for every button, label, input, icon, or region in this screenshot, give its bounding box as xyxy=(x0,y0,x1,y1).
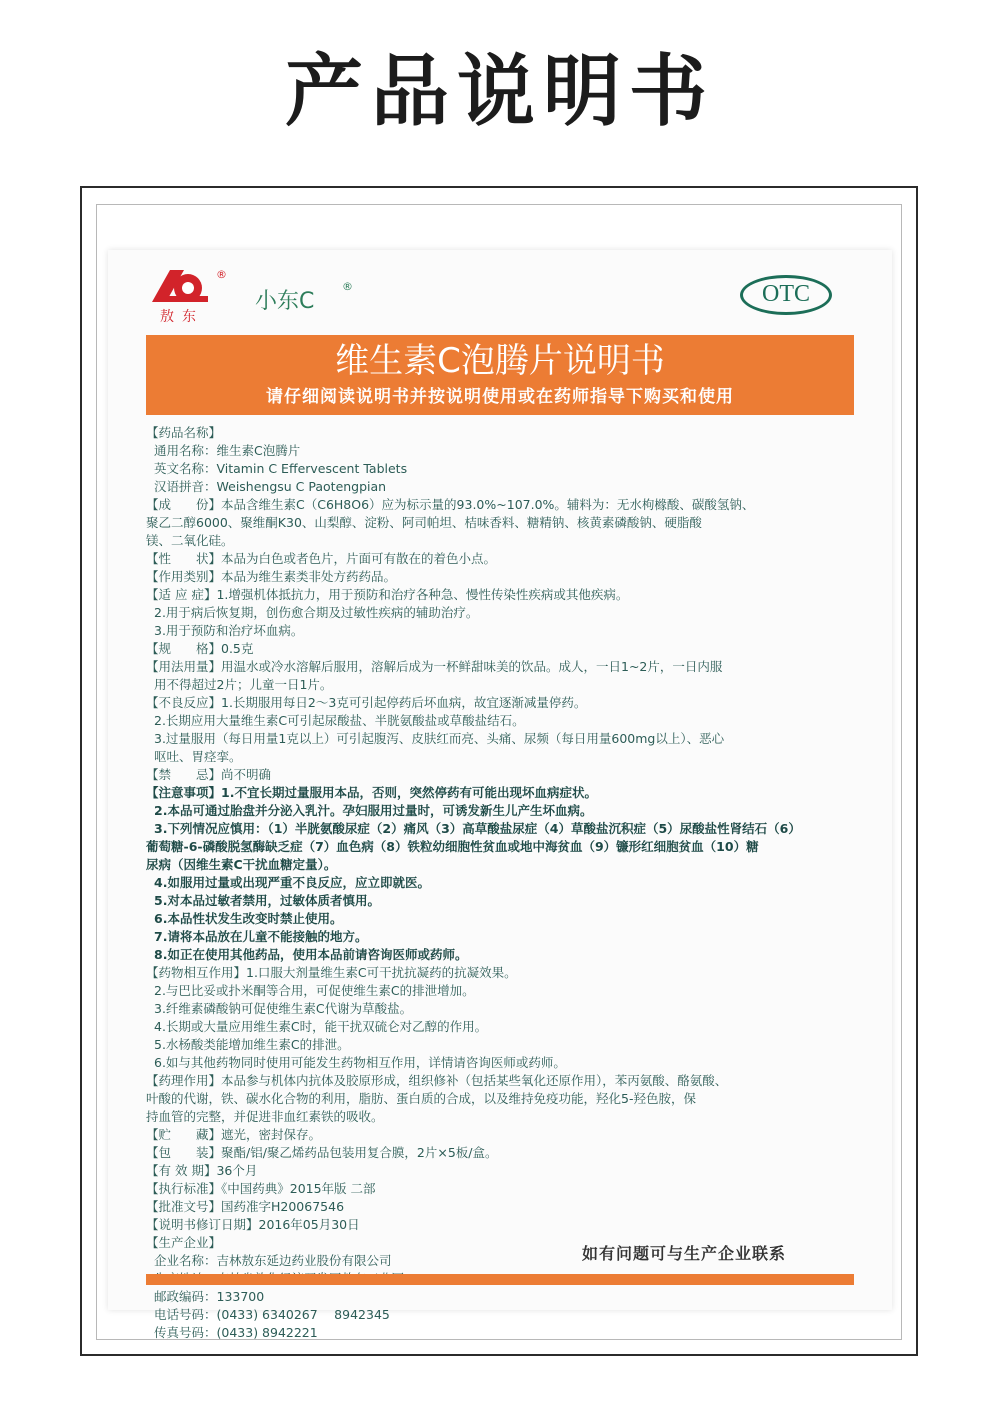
line-interactions-3: 3.纤维素磷酸钠可促使维生素C代谢为草酸盐。 xyxy=(154,1001,413,1016)
line-adverse-4: 呕吐、胃痉挛。 xyxy=(154,749,242,764)
line-english-name: 英文名称：Vitamin C Effervescent Tablets xyxy=(154,461,408,476)
line-dosage-2: 用不得超过2片；儿童一日1片。 xyxy=(154,677,333,692)
line-precautions-6: 4.如服用过量或出现严重不良反应，应立即就医。 xyxy=(154,875,430,890)
line-precautions-8: 6.本品性状发生改变时禁止使用。 xyxy=(154,911,343,926)
line-precautions-7: 5.对本品过敏者禁用，过敏体质者慎用。 xyxy=(154,893,380,908)
line-indications: 【适 应 症】1.增强机体抵抗力，用于预防和治疗各种急、慢性传染性疾病或其他疾病。 xyxy=(146,587,629,602)
line-interactions: 【药物相互作用】1.口服大剂量维生素C可干扰抗凝药的抗凝效果。 xyxy=(146,965,517,980)
line-shelf-life: 【有 效 期】36个月 xyxy=(146,1163,258,1178)
leaflet-content xyxy=(146,424,854,1342)
line-ingredients: 【成 份】本品含维生素C（C6H8O6）应为标示量的93.0%~107.0%。辅料为：无水枸橼酸、碳酸氢钠、 xyxy=(146,497,755,512)
line-revision-date: 【说明书修订日期】2016年05月30日 xyxy=(146,1217,360,1232)
line-specification: 【规 格】0.5克 xyxy=(146,641,254,656)
line-interactions-2: 2.与巴比妥或扑米酮等合用，可促使维生素C的排泄增加。 xyxy=(154,983,475,998)
company-logo xyxy=(150,268,230,328)
line-precautions-3: 3.下列情况应慎用：（1）半胱氨酸尿症（2）痛风（3）高草酸盐尿症（4）草酸盐沉积症（5）尿酸盐性肾结石（6） xyxy=(154,821,801,836)
line-adverse-3: 3.过量服用（每日用量1克以上）可引起腹泻、皮肤红而亮、头痛、尿频（每日用量600mg以上）、恶心 xyxy=(154,731,725,746)
brand-registered-mark: ® xyxy=(342,280,353,293)
line-pharmacology-3: 持血管的完整，并促进非血红素铁的吸收。 xyxy=(146,1109,384,1124)
line-ingredients-3: 镁、二氧化硅。 xyxy=(146,533,234,548)
line-indications-3: 3.用于预防和治疗坏血病。 xyxy=(154,623,304,638)
line-precautions-10: 8.如正在使用其他药品，使用本品前请咨询医师或药师。 xyxy=(154,947,468,962)
line-standard: 【执行标准】《中国药典》2015年版 二部 xyxy=(146,1181,376,1196)
line-contraindications: 【禁 忌】尚不明确 xyxy=(146,767,272,782)
line-package: 【包 装】聚酯/铝/聚乙烯药品包装用复合膜，2片×5板/盒。 xyxy=(146,1145,498,1160)
line-adverse-2: 2.长期应用大量维生素C可引起尿酸盐、半胱氨酸盐或草酸盐结石。 xyxy=(154,713,525,728)
line-phone: 电话号码：(0433) 6340267 8942345 xyxy=(154,1307,390,1322)
line-pharmacology-2: 叶酸的代谢，铁、碳水化合物的利用，脂肪、蛋白质的合成，以及维持免疫功能，羟化5-羟色胺，保 xyxy=(146,1091,696,1106)
title-banner xyxy=(146,335,854,415)
line-drug-name-heading: 【药品名称】 xyxy=(146,425,222,440)
line-interactions-5: 5.水杨酸类能增加维生素C的排泄。 xyxy=(154,1037,350,1052)
line-manufacturer-heading: 【生产企业】 xyxy=(146,1235,222,1250)
line-fax: 传真号码：(0433) 8942221 xyxy=(154,1325,318,1340)
line-precautions-5: 尿病（因维生素C干扰血糖定量）。 xyxy=(146,857,337,872)
line-pharmacology: 【药理作用】本品参与机体内抗体及胶原形成，组织修补（包括某些氧化还原作用），苯丙氨酸、酪氨酸、 xyxy=(146,1073,728,1088)
line-precautions-4: 葡萄糖-6-磷酸脱氢酶缺乏症（7）血色病（8）铁粒幼细胞性贫血或地中海贫血（9）镰形红细胞贫血（10）糖 xyxy=(146,839,759,854)
line-dosage: 【用法用量】用温水或冷水溶解后服用，溶解后成为一杯鲜甜味美的饮品。成人，一日1~2片，一日内服 xyxy=(146,659,723,674)
line-pinyin: 汉语拼音：Weishengsu C Paotengpian xyxy=(154,479,387,494)
line-interactions-4: 4.长期或大量应用维生素C时，能干扰双硫仑对乙醇的作用。 xyxy=(154,1019,488,1034)
bottom-orange-bar xyxy=(146,1274,854,1285)
line-ingredients-2: 聚乙二醇6000、聚维酮K30、山梨醇、淀粉、阿司帕坦、桔味香料、糖精钠、核黄素磷酸钠、硬脂酸 xyxy=(146,515,702,530)
leaflet-title: 维生素C泡腾片说明书 xyxy=(335,341,665,381)
page-title: 产品说明书 xyxy=(284,47,715,137)
line-category: 【作用类别】本品为维生素类非处方药药品。 xyxy=(146,569,397,584)
contact-note: 如有问题可与生产企业联系 xyxy=(582,1244,787,1263)
line-generic-name: 通用名称：维生素C泡腾片 xyxy=(154,443,301,458)
brand-name: 小东C xyxy=(255,289,315,314)
line-precautions-2: 2.本品可通过胎盘并分泌入乳汁。孕妇服用过量时，可诱发新生儿产生坏血病。 xyxy=(154,803,593,818)
line-appearance: 【性 状】本品为白色或者色片，片面可有散在的着色小点。 xyxy=(146,551,497,566)
line-storage: 【贮 藏】遮光，密封保存。 xyxy=(146,1127,322,1142)
line-indications-2: 2.用于病后恢复期，创伤愈合期及过敏性疾病的辅助治疗。 xyxy=(154,605,479,620)
logo-text: 敖东 xyxy=(160,309,204,325)
line-precautions: 【注意事项】1.不宜长期过量服用本品，否则，突然停药有可能出现坏血病症状。 xyxy=(146,785,597,800)
line-adverse: 【不良反应】1.长期服用每日2～3克可引起停药后坏血病，故宜逐渐减量停药。 xyxy=(146,695,587,710)
aodong-logo-icon xyxy=(150,268,214,306)
line-precautions-9: 7.请将本品放在儿童不能接触的地方。 xyxy=(154,929,368,944)
line-postcode: 邮政编码：133700 xyxy=(154,1289,265,1304)
line-approval-number: 【批准文号】国药准字H20067546 xyxy=(146,1199,345,1214)
line-company-name: 企业名称：吉林敖东延边药业股份有限公司 xyxy=(154,1253,392,1268)
logo-registered-mark: ® xyxy=(216,268,227,281)
otc-badge: OTC xyxy=(740,275,832,315)
line-interactions-6: 6.如与其他药物同时使用可能发生药物相互作用，详情请咨询医师或药师。 xyxy=(154,1055,566,1070)
leaflet-subtitle: 请仔细阅读说明书并按说明使用或在药师指导下购买和使用 xyxy=(266,387,734,407)
